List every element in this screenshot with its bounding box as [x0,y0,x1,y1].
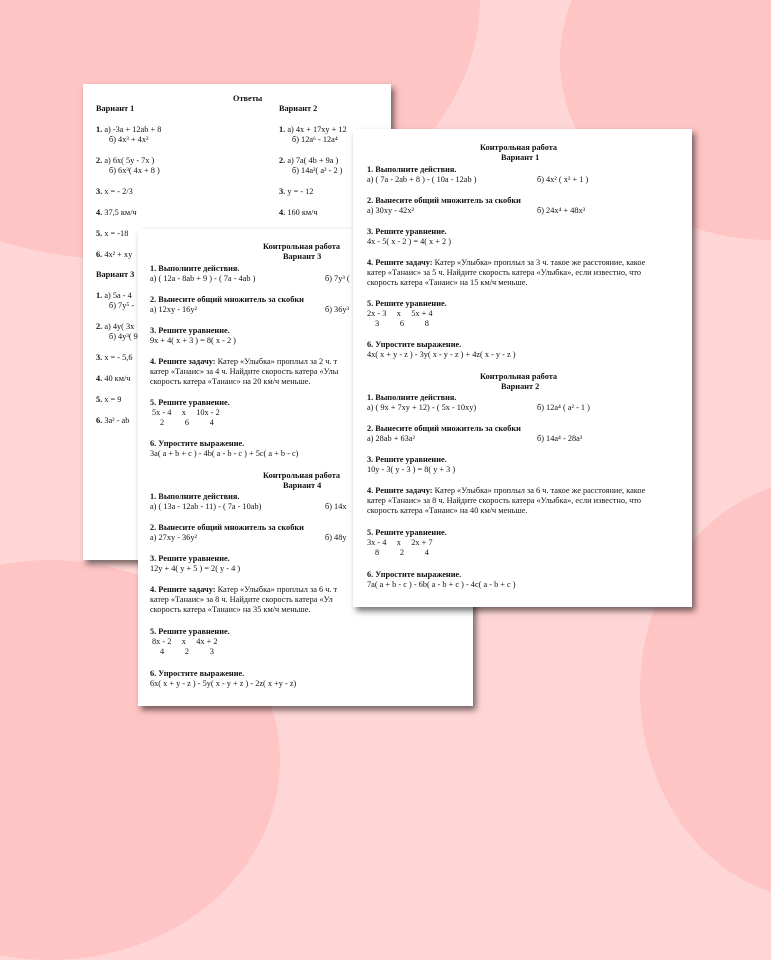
v3-task-2a: а) 12xy - 16y² [150,305,197,314]
variant-1-heading: Вариант 1 [501,153,540,162]
answer-v3-6: 3a² - ab [104,416,130,425]
answer-v1-2a: а) 6x( 5y - 7x ) [104,156,155,165]
answer-v1-1b: б) 4x³ + 4x² [109,135,149,144]
answer-v1-4: 37,5 км/ч [104,208,137,217]
v2-task-4-line1: Катер «Улыбка» проплыл за 6 ч. такое же расстояние, какое [432,486,646,495]
v2-task-1b: б) 12a⁴ ( a² - 1 ) [537,403,590,412]
v2-task-4-line2: катер «Танаис» за 8 ч. Найдите скорость катера «Улыбка», если известно, что [367,496,641,505]
answer-num: 1. [279,125,286,134]
v4-task-5-numerators: 8x - 2 x 4x + 2 [152,637,218,646]
v2-task-2a: а) 28ab + 63a² [367,434,415,443]
v4-task-1b: б) 14x [325,502,347,511]
v3-task-5-denominators: 2 6 4 [160,418,214,427]
variant-3-heading: Вариант 3 [283,252,322,261]
v1-task-1a: а) ( 7a - 2ab + 8 ) - ( 10a - 12ab ) [367,175,477,184]
variant-2-label: Вариант 2 [279,104,318,113]
v3-task-4-line2: катер «Танаис» за 4 ч. Найдите скорость катера «Улы [150,367,339,376]
task-4-heading: 4. Решите задачу: [367,258,433,267]
variant-3-label: Вариант 3 [96,270,135,279]
answer-v2-2a: а) 7a( 4b + 9a ) [287,156,339,165]
v1-task-5-numerators: 2x - 3 x 5x + 4 [367,309,433,318]
answer-num: 3. [96,353,103,362]
answer-num: 4. [279,208,286,217]
answer-num: 1. [96,291,103,300]
answer-v3-1a: а) 5a - 4 [104,291,132,300]
answer-num: 6. [96,250,103,259]
task-5-heading: 5. Решите уравнение. [367,528,447,537]
task-6-heading: 6. Упростите выражение. [367,570,462,579]
answer-num: 2. [279,156,286,165]
task-4-heading: 4. Решите задачу: [150,357,216,366]
v4-task-5-denominators: 4 2 3 [160,647,214,656]
v2-task-4-line3: скорость катера «Танаис» на 40 км/ч меньше. [367,506,528,515]
task-5-heading: 5. Решите уравнение. [150,627,230,636]
task-3-heading: 3. Решите уравнение. [367,227,447,236]
task-4-heading: 4. Решите задачу: [367,486,433,495]
v2-task-5-numerators: 3x - 4 x 2x + 7 [367,538,433,547]
answer-num: 6. [96,416,103,425]
v3-task-1b: б) 7y³ ( [325,274,350,283]
v4-task-2a: а) 27xy - 36y² [150,533,197,542]
task-6-heading: 6. Упростите выражение. [150,439,245,448]
answer-v1-3: x = - 2/3 [104,187,133,196]
task-2-heading: 2. Вынесите общий множитель за скобки [367,196,521,205]
v2-task-3: 10y - 3( y - 3 ) = 8( y + 3 ) [367,465,456,474]
answer-num: 3. [96,187,103,196]
answer-num: 4. [96,374,103,383]
answer-v1-5: x = -18 [104,229,129,238]
task-3-heading: 3. Решите уравнение. [150,326,230,335]
variant-2-heading: Вариант 2 [501,382,540,391]
task-4-heading: 4. Решите задачу: [150,585,216,594]
answer-num: 2. [96,156,103,165]
v1-task-3: 4x - 5( x - 2 ) = 4( x + 2 ) [367,237,452,246]
v1-task-4-line2: катер «Танаис» за 5 ч. Найдите скорость катера «Улыбка», если известно, что [367,268,641,277]
answer-num: 5. [96,395,103,404]
answer-v1-1a: а) -3a + 12ab + 8 [104,125,162,134]
task-3-heading: 3. Решите уравнение. [367,455,447,464]
answer-v3-2a: а) 4y( 3x [104,322,135,331]
task-6-heading: 6. Упростите выражение. [367,340,462,349]
v1-task-2a: а) 30xy - 42x² [367,206,414,215]
answer-num: 1. [96,125,103,134]
v4-task-3: 12y + 4( y + 5 ) = 2( y - 4 ) [150,564,241,573]
v3-task-6: 3a( a + b + c ) - 4b( a - b - c ) + 5c( a + b - c) [150,449,299,458]
task-5-heading: 5. Решите уравнение. [367,299,447,308]
answer-v3-4: 40 км/ч [104,374,131,383]
answer-v1-6: 4x² + xy [104,250,133,259]
v2-task-2b: б) 14a⁴ - 28a² [537,434,583,443]
test-title: Контрольная работа [263,242,341,251]
v4-task-6: 6x( x + y - z ) - 5y( x - y + z ) - 2z( x +y - z) [150,679,297,688]
v3-task-4-line1: Катер «Улыбка» проплыл за 2 ч. т [215,357,338,366]
answer-v2-1b: б) 12a⁶ - 12a⁴ [292,135,338,144]
v1-task-4-line1: Катер «Улыбка» проплыл за 3 ч. такое же расстояние, какое [432,258,646,267]
answer-num: 3. [279,187,286,196]
v1-task-2b: б) 24x⁴ + 48x³ [537,206,586,215]
v4-task-4-line3: скорость катера «Танаис» на 35 км/ч меньше. [150,605,311,614]
answer-v2-3: y = - 12 [287,187,314,196]
answer-num: 4. [96,208,103,217]
answer-v1-2b: б) 6x³( 4x + 8 ) [109,166,160,175]
answers-title: Ответы [233,94,263,103]
v3-task-3: 9x + 4( x + 3 ) = 8( x - 2 ) [150,336,236,345]
v1-task-1b: б) 4x² ( x³ + 1 ) [537,175,589,184]
answer-v2-4: 160 км/ч [287,208,318,217]
answer-num: 2. [96,322,103,331]
v3-task-2b: б) 36y³ [325,305,349,314]
answer-v3-5: x = 9 [104,395,122,404]
task-1-heading: 1. Выполните действия. [367,165,457,174]
task-2-heading: 2. Вынесите общий множитель за скобки [367,424,521,433]
answer-v3-2b: б) 4y³( 9 [109,332,138,341]
v1-task-6: 4x( x + y - z ) - 3y( x - y - z ) + 4z( x - y - z ) [367,350,516,359]
task-1-heading: 1. Выполните действия. [367,393,457,402]
variant-4-heading: Вариант 4 [283,481,322,490]
test-title: Контрольная работа [480,143,558,152]
task-1-heading: 1. Выполните действия. [150,492,240,501]
v2-task-1a: а) ( 9x + 7xy + 12) - ( 5x - 10xy) [367,403,477,412]
v4-task-2b: б) 48y [325,533,347,542]
answer-v3-1b: б) 7y⁵ - [109,301,135,310]
v3-task-1a: а) ( 12a - 8ab + 9 ) - ( 7a - 4ab ) [150,274,256,283]
v3-task-5-numerators: 5x - 4 x 10x - 2 [152,408,220,417]
variant-1-label: Вариант 1 [96,104,135,113]
answer-num: 5. [96,229,103,238]
v1-task-5-denominators: 3 6 8 [375,319,429,328]
task-2-heading: 2. Вынесите общий множитель за скобки [150,295,304,304]
task-6-heading: 6. Упростите выражение. [150,669,245,678]
answer-v2-1a: а) 4x + 17xy + 12 [287,125,347,134]
task-2-heading: 2. Вынесите общий множитель за скобки [150,523,304,532]
v1-task-4-line3: скорость катера «Танаис» на 15 км/ч меньше. [367,278,528,287]
v2-task-6: 7a( a + b - c ) - 6b( a - b + c ) - 4c( a - b + c ) [367,580,516,589]
v4-task-1a: а) ( 13a - 12ab - 11) - ( 7a - 10ab) [150,502,262,511]
v3-task-4-line3: скорость катера «Танаис» на 20 км/ч меньше. [150,377,311,386]
test-title: Контрольная работа [263,471,341,480]
test-title: Контрольная работа [480,372,558,381]
v4-task-4-line2: катер «Танаис» за 8 ч. Найдите скорость катера «Ул [150,595,333,604]
task-3-heading: 3. Решите уравнение. [150,554,230,563]
v2-task-5-denominators: 8 2 4 [375,548,429,557]
answer-v3-3: x = - 5,6 [104,353,133,362]
v4-task-4-line1: Катер «Улыбка» проплыл за 6 ч. т [215,585,338,594]
task-5-heading: 5. Решите уравнение. [150,398,230,407]
variants-1-2-page [353,129,692,607]
answer-v2-2b: б) 14a²( a² - 2 ) [292,166,343,175]
task-1-heading: 1. Выполните действия. [150,264,240,273]
